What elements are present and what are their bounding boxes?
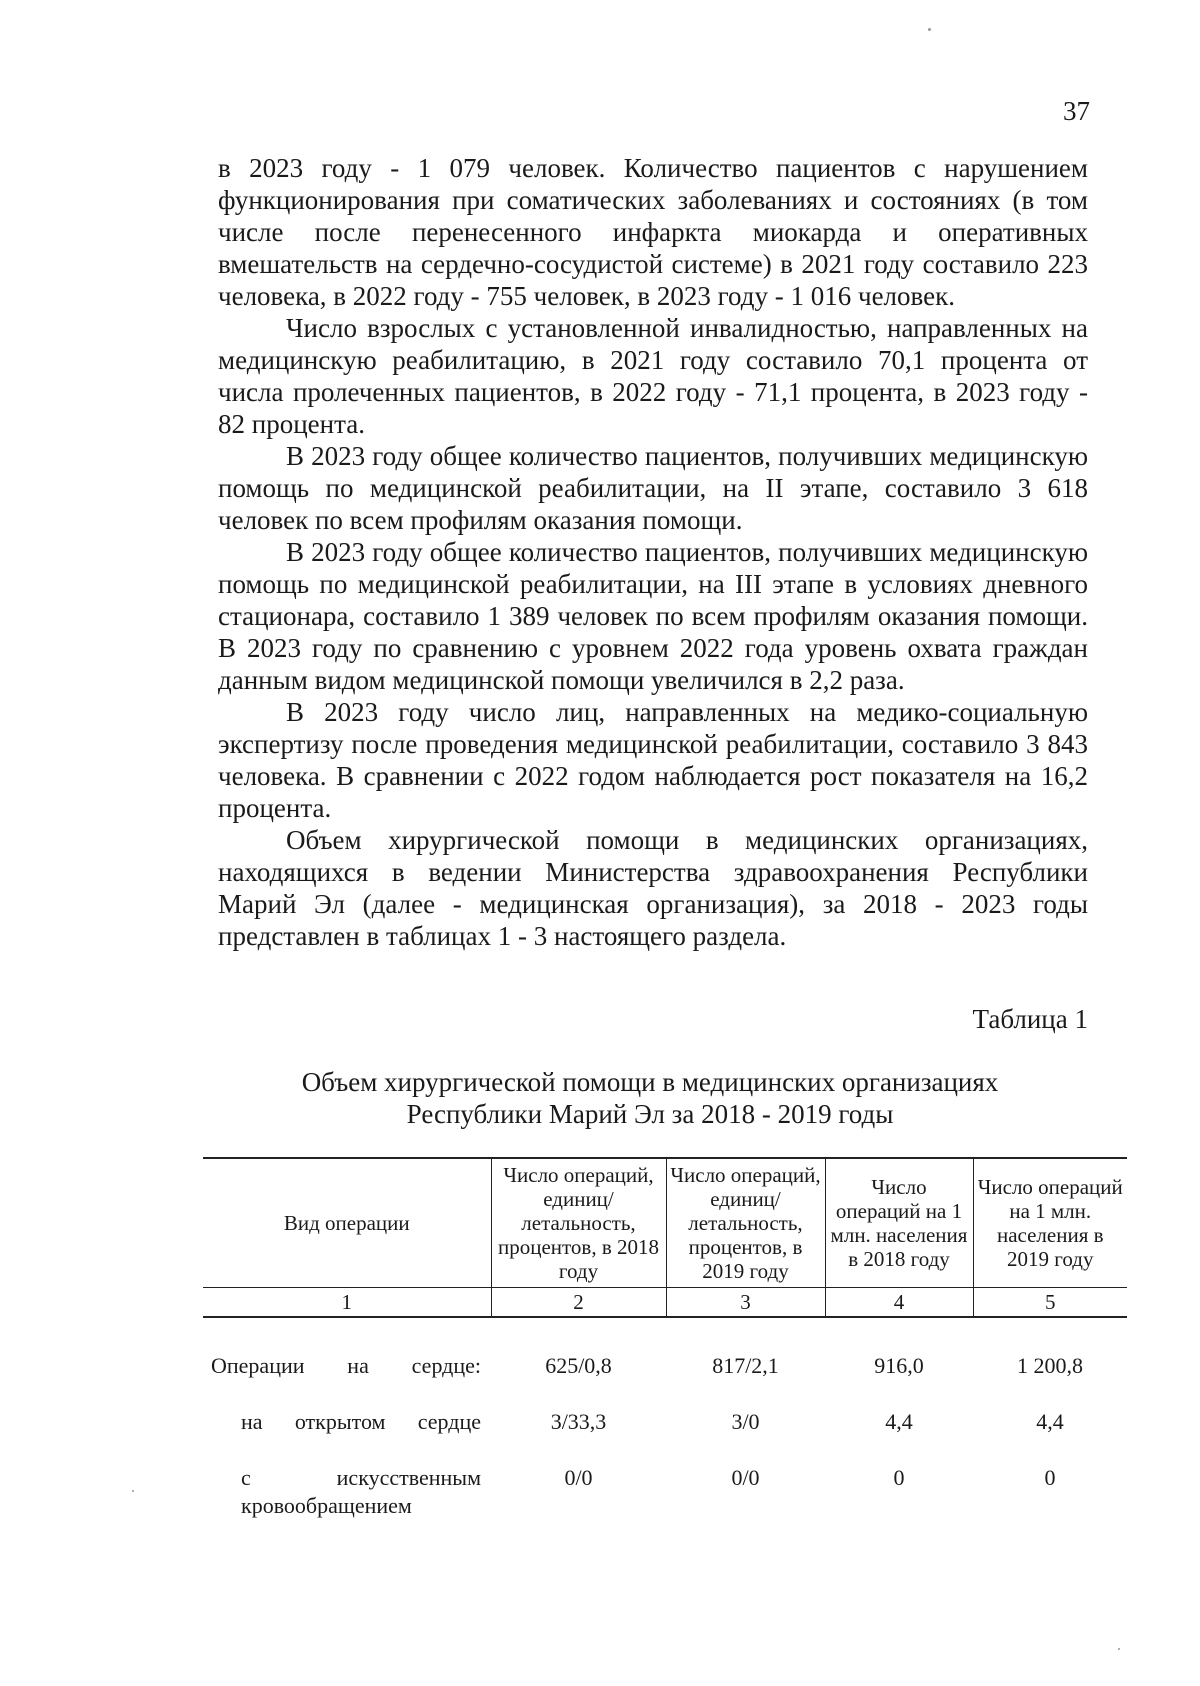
column-header-per-million-2019: Число операций на 1 млн. населения в 2019 году: [973, 1158, 1127, 1288]
table-row: [203, 1317, 1127, 1392]
cell-value: 4,4: [885, 1409, 913, 1434]
table-title-line: Республики Марий Эл за 2018 - 2019 годы: [406, 1099, 894, 1129]
column-number: 2: [491, 1288, 666, 1318]
column-number: 3: [666, 1288, 825, 1318]
column-number: 4: [825, 1288, 973, 1318]
cell-value: 625/0,8: [545, 1353, 612, 1378]
cell-value: 1 200,8: [1017, 1353, 1083, 1378]
column-number: 5: [973, 1288, 1127, 1318]
cell-value: 3/33,3: [550, 1409, 607, 1434]
operation-name: Операции на сердце:: [211, 1353, 481, 1378]
paragraph: Число взрослых с установленной инвалидностью, направленных на медицинскую реабилитацию, в 2021 году составило 70,1 процента от числа пролеченных пациентов, в 2022 году - 71,1 процента, в 2023 году - 82 процента.: [218, 313, 1088, 439]
scan-speck: [132, 1490, 134, 1492]
paragraph: В 2023 году общее количество пациентов, получивших медицинскую помощь по медицинской реабилитации, на III этапе в условиях дневного стационара, составило 1 389 человек по всем профилям оказания помощи. В 2023 году по сравнению с уровнем 2022 года уровень охвата граждан данным видом медицинской помощи увеличился в 2,2 раза.: [218, 537, 1088, 695]
scan-speck: [928, 28, 931, 31]
operation-name-line: с искусственным: [241, 1465, 481, 1490]
cell-value: 0/0: [731, 1465, 760, 1490]
column-header-operation-type: Вид операции: [203, 1158, 491, 1288]
table-header-row: [203, 1158, 1127, 1288]
column-number-row: [203, 1288, 1127, 1318]
column-header-operations-2019: Число операций, единиц/ летальность, процентов, в 2019 году: [666, 1158, 825, 1288]
body-text: [218, 152, 1088, 952]
scan-speck: [1118, 1648, 1120, 1650]
table-row: [203, 1392, 1127, 1448]
table-row: [203, 1448, 1127, 1532]
table-label: Таблица 1: [972, 1004, 1088, 1034]
cell-value: 0: [1044, 1465, 1056, 1490]
page-number: 37: [1063, 96, 1090, 126]
paragraph: В 2023 году число лиц, направленных на медико-социальную экспертизу после проведения медицинской реабилитации, составило 3 843 человека. В сравнении с 2022 годом наблюдается рост показателя на 16,2 процента.: [218, 697, 1088, 823]
operation-name: [203, 1448, 491, 1532]
cell-value: 4,4: [1036, 1409, 1064, 1434]
cell-value: 0: [893, 1465, 905, 1490]
column-header-per-million-2018: Число операций на 1 млн. населения в 2018 году: [825, 1158, 973, 1288]
cell-value: 0/0: [564, 1465, 593, 1490]
table-title: [200, 1066, 1100, 1130]
paragraph: в 2023 году - 1 079 человек. Количество пациентов с нарушением функционирования при соматических заболеваниях и состояниях (в том числе после перенесенного инфаркта миокарда и оперативных вмешательств на сердечно-сосудистой системе) в 2021 году составило 223 человека, в 2022 году - 755 человек, в 2023 году - 1 016 человек.: [218, 153, 1088, 311]
operation-name-line: кровообращением: [241, 1493, 412, 1518]
paragraph: В 2023 году общее количество пациентов, получивших медицинскую помощь по медицинской реабилитации, на II этапе, составило 3 618 человек по всем профилям оказания помощи.: [218, 441, 1088, 535]
surgery-volume-table: [203, 1157, 1127, 1532]
column-number: 1: [203, 1288, 491, 1318]
cell-value: 916,0: [874, 1353, 924, 1378]
cell-value: 3/0: [731, 1409, 760, 1434]
cell-value: 817/2,1: [712, 1353, 779, 1378]
operation-name: на открытом сердце: [241, 1409, 481, 1434]
paragraph: Объем хирургической помощи в медицинских организациях, находящихся в ведении Министерства здравоохранения Республики Марий Эл (далее - медицинская организация), за 2018 - 2023 годы представлен в таблицах 1 - 3 настоящего раздела.: [218, 825, 1088, 951]
column-header-operations-2018: Число операций, единиц/ летальность, процентов, в 2018 году: [491, 1158, 666, 1288]
table-title-line: Объем хирургической помощи в медицинских организациях: [301, 1067, 999, 1097]
